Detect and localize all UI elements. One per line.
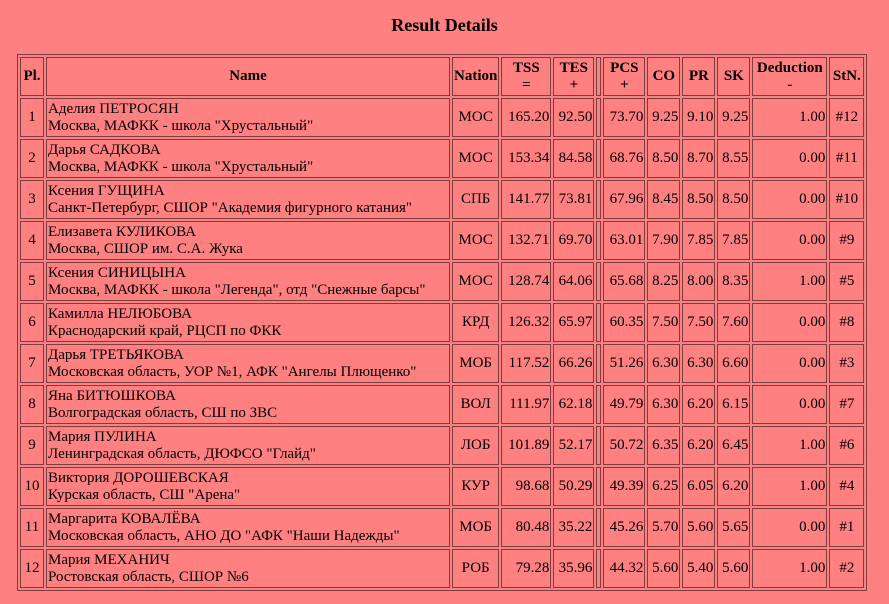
cell-sk: 5.65 <box>717 508 750 547</box>
header-row <box>20 57 864 96</box>
cell-deduction: 0.00 <box>752 139 827 178</box>
cell-gap <box>596 344 601 383</box>
cell-name <box>46 262 450 301</box>
cell-name <box>46 221 450 260</box>
results-body <box>20 98 864 588</box>
skater-club: Краснодарский край, РЦСП по ФКК <box>48 322 282 339</box>
cell-co: 7.90 <box>647 221 680 260</box>
cell-tss: 111.97 <box>501 385 551 424</box>
cell-tss: 141.77 <box>501 180 551 219</box>
cell-place: 7 <box>20 344 44 383</box>
cell-place: 11 <box>20 508 44 547</box>
cell-start-number: #9 <box>829 221 864 260</box>
cell-tss: 80.48 <box>501 508 551 547</box>
cell-gap <box>596 139 601 178</box>
cell-tes: 35.96 <box>553 549 594 588</box>
header-stn: StN. <box>829 57 864 96</box>
header-pr: PR <box>682 57 715 96</box>
cell-place: 10 <box>20 467 44 506</box>
cell-pr: 7.50 <box>682 303 715 342</box>
skater-club: Московская область, УОР №1, АФК "Ангелы Плющенко" <box>48 363 417 380</box>
skater-name: Маргарита КОВАЛЁВА <box>48 510 201 527</box>
cell-gap <box>596 262 601 301</box>
cell-tss: 101.89 <box>501 426 551 465</box>
cell-nation: МОБ <box>452 344 499 383</box>
header-tss <box>501 57 551 96</box>
cell-tes: 84.58 <box>553 139 594 178</box>
cell-tss: 153.34 <box>501 139 551 178</box>
cell-start-number: #11 <box>829 139 864 178</box>
cell-nation: МОБ <box>452 508 499 547</box>
cell-gap <box>596 303 601 342</box>
cell-tss: 128.74 <box>501 262 551 301</box>
header-pcs-sub: + <box>620 76 629 93</box>
cell-tss: 126.32 <box>501 303 551 342</box>
skater-name: Дарья ТРЕТЬЯКОВА <box>48 346 184 363</box>
header-nation: Nation <box>452 57 499 96</box>
skater-club: Ленинградская область, ДЮФСО "Глайд" <box>48 445 316 462</box>
cell-deduction: 1.00 <box>752 549 827 588</box>
header-tes-label: TES <box>559 59 589 76</box>
cell-tes: 62.18 <box>553 385 594 424</box>
table-row <box>20 139 864 178</box>
header-tes-sub: + <box>569 76 579 93</box>
cell-tes: 73.81 <box>553 180 594 219</box>
cell-name <box>46 344 450 383</box>
cell-tes: 66.26 <box>553 344 594 383</box>
cell-start-number: #1 <box>829 508 864 547</box>
cell-place: 4 <box>20 221 44 260</box>
cell-co: 5.70 <box>647 508 680 547</box>
cell-co: 9.25 <box>647 98 680 137</box>
skater-name: Ксения СИНИЦЫНА <box>48 264 186 281</box>
cell-gap <box>596 385 601 424</box>
cell-sk: 6.60 <box>717 344 750 383</box>
cell-co: 8.50 <box>647 139 680 178</box>
cell-co: 6.35 <box>647 426 680 465</box>
cell-place: 6 <box>20 303 44 342</box>
cell-co: 8.45 <box>647 180 680 219</box>
cell-co: 7.50 <box>647 303 680 342</box>
results-table <box>17 54 867 591</box>
cell-pcs: 67.96 <box>603 180 645 219</box>
cell-gap <box>596 180 601 219</box>
cell-start-number: #5 <box>829 262 864 301</box>
header-co: CO <box>647 57 680 96</box>
cell-pcs: 65.68 <box>603 262 645 301</box>
cell-pcs: 45.26 <box>603 508 645 547</box>
cell-sk: 6.15 <box>717 385 750 424</box>
cell-gap <box>596 426 601 465</box>
cell-name <box>46 549 450 588</box>
cell-start-number: #8 <box>829 303 864 342</box>
cell-pcs: 50.72 <box>603 426 645 465</box>
cell-pcs: 49.79 <box>603 385 645 424</box>
cell-nation: РОБ <box>452 549 499 588</box>
skater-name: Аделия ПЕТРОСЯН <box>48 100 179 117</box>
header-gap <box>596 57 601 96</box>
table-row <box>20 180 864 219</box>
cell-tss: 132.71 <box>501 221 551 260</box>
cell-tss: 98.68 <box>501 467 551 506</box>
cell-nation: ЛОБ <box>452 426 499 465</box>
header-tss-label: TSS <box>512 59 540 76</box>
cell-deduction: 1.00 <box>752 262 827 301</box>
cell-sk: 7.85 <box>717 221 750 260</box>
header-name: Name <box>46 57 450 96</box>
cell-place: 12 <box>20 549 44 588</box>
cell-place: 1 <box>20 98 44 137</box>
cell-deduction: 1.00 <box>752 98 827 137</box>
skater-name: Виктория ДОРОШЕВСКАЯ <box>48 469 229 486</box>
cell-start-number: #3 <box>829 344 864 383</box>
skater-name: Ксения ГУЩИНА <box>48 182 165 199</box>
header-deduction-label: Deduction <box>756 59 823 76</box>
cell-pcs: 68.76 <box>603 139 645 178</box>
cell-start-number: #2 <box>829 549 864 588</box>
cell-pcs: 60.35 <box>603 303 645 342</box>
cell-name <box>46 426 450 465</box>
cell-tes: 64.06 <box>553 262 594 301</box>
cell-pr: 6.20 <box>682 426 715 465</box>
cell-pcs: 63.01 <box>603 221 645 260</box>
cell-place: 3 <box>20 180 44 219</box>
skater-name: Яна БИТЮШКОВА <box>48 387 176 404</box>
cell-nation: ВОЛ <box>452 385 499 424</box>
skater-name: Дарья САДКОВА <box>48 141 161 158</box>
cell-place: 5 <box>20 262 44 301</box>
table-row <box>20 467 864 506</box>
cell-nation: КРД <box>452 303 499 342</box>
cell-sk: 9.25 <box>717 98 750 137</box>
cell-place: 9 <box>20 426 44 465</box>
cell-name <box>46 139 450 178</box>
header-tes <box>553 57 594 96</box>
cell-pr: 5.60 <box>682 508 715 547</box>
header-pl: Pl. <box>20 57 44 96</box>
cell-gap <box>596 221 601 260</box>
skater-name: Камилла НЕЛЮБОВА <box>48 305 192 322</box>
table-row <box>20 508 864 547</box>
cell-pr: 8.50 <box>682 180 715 219</box>
skater-club: Москва, МАФКК - школа "Хрустальный" <box>48 117 314 134</box>
cell-name <box>46 180 450 219</box>
header-sk: SK <box>717 57 750 96</box>
cell-tss: 79.28 <box>501 549 551 588</box>
cell-nation: МОС <box>452 262 499 301</box>
cell-nation: КУР <box>452 467 499 506</box>
header-deduction <box>752 57 827 96</box>
table-row <box>20 303 864 342</box>
cell-start-number: #4 <box>829 467 864 506</box>
cell-pcs: 49.39 <box>603 467 645 506</box>
skater-club: Москва, МАФКК - школа "Хрустальный" <box>48 158 314 175</box>
cell-deduction: 0.00 <box>752 385 827 424</box>
cell-deduction: 1.00 <box>752 467 827 506</box>
table-row <box>20 221 864 260</box>
cell-gap <box>596 508 601 547</box>
table-row <box>20 385 864 424</box>
header-pcs-label: PCS <box>610 59 639 76</box>
table-row <box>20 344 864 383</box>
cell-pr: 8.00 <box>682 262 715 301</box>
cell-pr: 6.30 <box>682 344 715 383</box>
cell-deduction: 0.00 <box>752 508 827 547</box>
table-row <box>20 262 864 301</box>
page-title: Result Details <box>391 15 498 35</box>
cell-name <box>46 98 450 137</box>
table-row <box>20 549 864 588</box>
cell-start-number: #7 <box>829 385 864 424</box>
cell-tes: 52.17 <box>553 426 594 465</box>
cell-tss: 165.20 <box>501 98 551 137</box>
cell-sk: 7.60 <box>717 303 750 342</box>
cell-nation: МОС <box>452 221 499 260</box>
cell-gap <box>596 467 601 506</box>
cell-place: 2 <box>20 139 44 178</box>
cell-tes: 50.29 <box>553 467 594 506</box>
cell-sk: 8.35 <box>717 262 750 301</box>
cell-gap <box>596 98 601 137</box>
skater-club: Курская область, СШ "Арена" <box>48 486 241 503</box>
cell-tes: 92.50 <box>553 98 594 137</box>
skater-club: Санкт-Петербург, СШОР "Академия фигурного катания" <box>48 199 413 216</box>
skater-club: Московская область, АНО ДО "АФК "Наши Надежды" <box>48 527 400 544</box>
cell-tes: 35.22 <box>553 508 594 547</box>
cell-pr: 7.85 <box>682 221 715 260</box>
cell-pr: 6.20 <box>682 385 715 424</box>
cell-co: 8.25 <box>647 262 680 301</box>
cell-name <box>46 385 450 424</box>
cell-sk: 8.50 <box>717 180 750 219</box>
header-pcs <box>603 57 645 96</box>
cell-pcs: 73.70 <box>603 98 645 137</box>
cell-name <box>46 508 450 547</box>
cell-tes: 69.70 <box>553 221 594 260</box>
cell-sk: 8.55 <box>717 139 750 178</box>
skater-club: Москва, МАФКК - школа "Легенда", отд "Снежные барсы" <box>48 281 426 298</box>
cell-deduction: 0.00 <box>752 221 827 260</box>
skater-name: Мария ПУЛИНА <box>48 428 157 445</box>
cell-pr: 8.70 <box>682 139 715 178</box>
cell-nation: МОС <box>452 98 499 137</box>
skater-club: Волгоградская область, СШ по ЗВС <box>48 404 278 421</box>
cell-nation: СПБ <box>452 180 499 219</box>
header-tss-sub: = <box>522 76 531 93</box>
cell-pcs: 44.32 <box>603 549 645 588</box>
cell-tes: 65.97 <box>553 303 594 342</box>
skater-name: Елизавета КУЛИКОВА <box>48 223 197 240</box>
cell-pr: 9.10 <box>682 98 715 137</box>
skater-club: Ростовская область, СШОР №6 <box>48 568 249 585</box>
cell-pcs: 51.26 <box>603 344 645 383</box>
table-row <box>20 426 864 465</box>
cell-start-number: #10 <box>829 180 864 219</box>
skater-club: Москва, СШОР им. С.А. Жука <box>48 240 243 257</box>
cell-tss: 117.52 <box>501 344 551 383</box>
cell-sk: 6.20 <box>717 467 750 506</box>
header-deduction-sub: - <box>787 76 793 93</box>
cell-start-number: #6 <box>829 426 864 465</box>
cell-pr: 5.40 <box>682 549 715 588</box>
cell-gap <box>596 549 601 588</box>
table-row <box>20 98 864 137</box>
cell-deduction: 1.00 <box>752 426 827 465</box>
cell-co: 6.25 <box>647 467 680 506</box>
skater-name: Мария МЕХАНИЧ <box>48 551 170 568</box>
cell-sk: 5.60 <box>717 549 750 588</box>
cell-place: 8 <box>20 385 44 424</box>
cell-start-number: #12 <box>829 98 864 137</box>
cell-pr: 6.05 <box>682 467 715 506</box>
cell-nation: МОС <box>452 139 499 178</box>
cell-deduction: 0.00 <box>752 180 827 219</box>
cell-co: 5.60 <box>647 549 680 588</box>
cell-co: 6.30 <box>647 385 680 424</box>
cell-co: 6.30 <box>647 344 680 383</box>
cell-deduction: 0.00 <box>752 344 827 383</box>
cell-sk: 6.45 <box>717 426 750 465</box>
cell-name <box>46 467 450 506</box>
cell-deduction: 0.00 <box>752 303 827 342</box>
cell-name <box>46 303 450 342</box>
